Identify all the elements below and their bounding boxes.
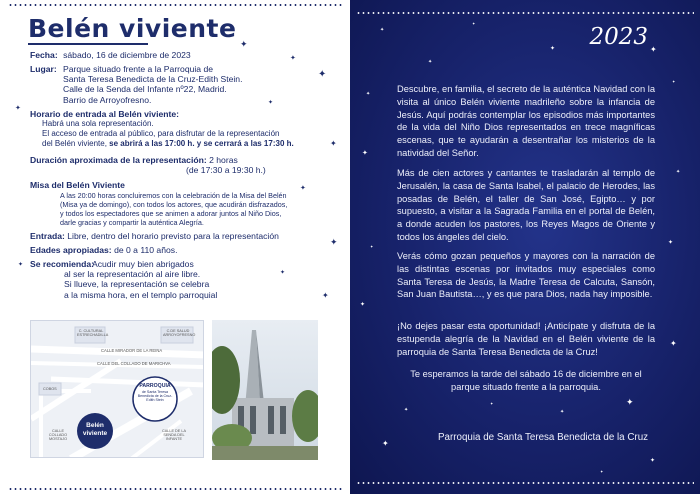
location-map xyxy=(30,320,204,458)
star-icon: ✦ xyxy=(300,185,306,192)
misa-label-text: Misa del Belén Viviente xyxy=(30,180,125,190)
horario-line1: Habrá una sola representación. xyxy=(42,119,154,128)
map-label: CALLE COLLADO MOSTAJO xyxy=(48,429,68,442)
star-icon: ✦ xyxy=(560,409,565,415)
signature: Parroquia de Santa Teresa Benedicta de la Cruz xyxy=(438,432,649,443)
page-title: Belén viviente xyxy=(28,14,237,43)
misa-label xyxy=(30,180,125,190)
recomienda-line: a la misma hora, en el templo parroquial xyxy=(64,289,218,300)
star-icon: ✦ xyxy=(290,55,296,62)
recomienda-line: Acudir muy bien abrigados xyxy=(92,259,194,269)
map-parroquia-sub: de Santa Teresa Benedicta de la Cruz-Edith Stein xyxy=(137,390,173,403)
star-icon: ✦ xyxy=(650,45,657,54)
map-label: CALLE DE LA SENDA DEL INFANTE xyxy=(161,429,187,442)
paragraph-2: Más de cien actores y cantantes te trasladarán al templo de Jerusalén, la casa de Santa Isabel, el palacio de Herodes, las posadas de Belén, el taller de San José, Egipto… y por supuesto, a visitar a la Sagrada Familia en el portal de Belén, a donde acuden los pastores, los Reyes Magos de Oriente y todos los ángeles del cielo. xyxy=(397,168,655,242)
horario-line3a: del Belén viviente, xyxy=(42,139,110,148)
edades-row xyxy=(30,245,177,255)
star-icon: ✦ xyxy=(366,91,371,97)
star-icon: ✦ xyxy=(670,339,677,348)
dotted-border-top xyxy=(356,12,694,14)
horario-details xyxy=(42,119,294,149)
lugar-label-text: Lugar: xyxy=(30,64,57,74)
star-icon: ✦ xyxy=(322,291,329,300)
star-icon: ✦ xyxy=(330,237,338,247)
star-icon: ✦ xyxy=(428,59,433,65)
dotted-border-bottom xyxy=(356,482,694,484)
star-icon: ✦ xyxy=(362,150,368,157)
fecha-row xyxy=(30,50,191,60)
star-icon: ✦ xyxy=(268,100,274,106)
map-label: CALLE DEL COLLADO DE MARICHVA xyxy=(97,361,171,366)
star-icon: ✦ xyxy=(472,21,476,26)
horario-label xyxy=(30,109,179,119)
horario-line2: El acceso de entrada al público, para disfrutar de la representación xyxy=(42,129,280,138)
star-icon: ✦ xyxy=(490,401,494,406)
paragraph-5: Te esperamos la tarde del sábado 16 de diciembre en el parque situado frente a la parroquia. xyxy=(410,369,642,392)
lugar-line: Calle de la Senda del Infante nº22, Madrid. xyxy=(63,84,227,95)
map-label: C. CULTURAL ESTRECHADILLA xyxy=(77,329,109,338)
map-label: CALLE MIRADOR DE LA REINA xyxy=(101,348,163,353)
star-icon: ✦ xyxy=(382,439,389,448)
star-icon: ✦ xyxy=(380,27,385,33)
fecha-label: Fecha: xyxy=(30,50,58,60)
paragraph-3: Verás cómo gozan pequeños y mayores con la narración de las distintas escenas por invitados muy especiales como Santa Teresa de Jesús, la Madre Teresa de Calcuta, Sansón, San Juan Bautista…, y es que para Dios, nada hay imposible. xyxy=(397,251,655,300)
star-icon: ✦ xyxy=(626,397,634,407)
star-icon: ✦ xyxy=(318,69,327,80)
map-parroquia-title: PARROQUIA xyxy=(139,383,171,389)
recomienda-label-text: Se recomienda: xyxy=(30,259,94,269)
star-icon: ✦ xyxy=(360,302,366,308)
lugar-address xyxy=(63,64,242,105)
lugar-label xyxy=(30,64,57,74)
dotted-border-top xyxy=(8,4,342,6)
right-panel xyxy=(350,0,700,494)
year-heading: 2023 xyxy=(589,24,648,50)
star-icon: ✦ xyxy=(404,407,409,413)
paragraph-1: Descubre, en familia, el secreto de la auténtica Navidad con la visita al único Belén viviente madrileño sobre la infancia de Jesús. Aquí podrás contemplar los episodios más importantes de la vida del Niño Dios representados en trece magníficas escenas, que te ayudarán a desentrañar los misterios de la natividad del Señor. xyxy=(397,84,655,158)
paragraph-4: ¡No dejes pasar esta oportunidad! ¡Anticípate y disfruta de la estupenda alegría de la Navidad en el Belén viviente de la parroquia de Santa Teresa Benedicta de la Cruz! xyxy=(397,321,655,357)
map-label: COBOS xyxy=(43,387,57,391)
star-icon: ✦ xyxy=(550,46,556,52)
star-icon: ✦ xyxy=(676,169,681,175)
duracion-label: Duración aproximada de la representación: xyxy=(30,155,207,165)
recomienda-details xyxy=(64,259,217,300)
edades-value: de 0 a 110 años. xyxy=(114,245,178,255)
church-photo xyxy=(212,320,318,460)
lugar-line: Barrio de Arroyofresno. xyxy=(63,94,152,105)
entrada-value: Libre, dentro del horario previsto para la representación xyxy=(67,231,279,241)
star-icon: ✦ xyxy=(330,139,337,148)
fecha-value: sábado, 16 de diciembre de 2023 xyxy=(63,50,191,60)
title-underline xyxy=(28,43,148,45)
church-illustration xyxy=(212,320,318,460)
map-badge-line1: Belén xyxy=(86,422,104,429)
recomienda-line: Si llueve, la representación se celebra xyxy=(64,279,210,290)
edades-label: Edades apropiadas: xyxy=(30,245,112,255)
misa-line: A las 20:00 horas concluiremos con la celebración de la Misa del Belén xyxy=(60,191,287,200)
duracion-row xyxy=(30,155,238,165)
star-icon: ✦ xyxy=(280,270,286,276)
duracion-range: (de 17:30 a 19:30 h.) xyxy=(186,165,266,175)
misa-line: darle gracias y compartir la auténtica Alegría. xyxy=(60,218,204,227)
duracion-value: 2 horas xyxy=(209,155,238,165)
entrada-label: Entrada: xyxy=(30,231,65,241)
map-badge xyxy=(77,422,113,438)
map-label: C.DE SALUD ARROYOFRESNO xyxy=(163,329,196,338)
lugar-line: Parque situado frente a la Parroquia de xyxy=(63,64,214,74)
recomienda-line: al ser la representación al aire libre. xyxy=(64,269,201,280)
misa-line: (Misa ya de domingo), con todos los actores, que acudirán disfrazados, xyxy=(60,200,288,209)
star-icon: ✦ xyxy=(668,240,674,246)
map-badge-line2: viviente xyxy=(82,430,108,437)
star-icon: ✦ xyxy=(650,458,656,464)
star-icon: ✦ xyxy=(370,244,374,249)
horario-label-text: Horario de entrada al Belén viviente: xyxy=(30,109,180,119)
star-icon: ✦ xyxy=(672,79,676,84)
lugar-line: Santa Teresa Benedicta de la Cruz-Edith Stein. xyxy=(63,74,243,85)
horario-line3 xyxy=(42,139,294,149)
dotted-border-bottom xyxy=(8,488,342,490)
misa-line: y todos los espectadores que se animen a adorar juntos al Niño Dios, xyxy=(60,209,282,218)
horario-line3b: se abrirá a las 17:00 h. y se cerrará a las 17:30 h. xyxy=(109,139,294,148)
star-icon: ✦ xyxy=(240,39,248,49)
star-icon: ✦ xyxy=(18,262,24,268)
star-icon: ✦ xyxy=(15,105,21,112)
star-icon: ✦ xyxy=(600,469,604,474)
misa-details xyxy=(60,191,287,227)
entrada-row xyxy=(30,231,279,241)
